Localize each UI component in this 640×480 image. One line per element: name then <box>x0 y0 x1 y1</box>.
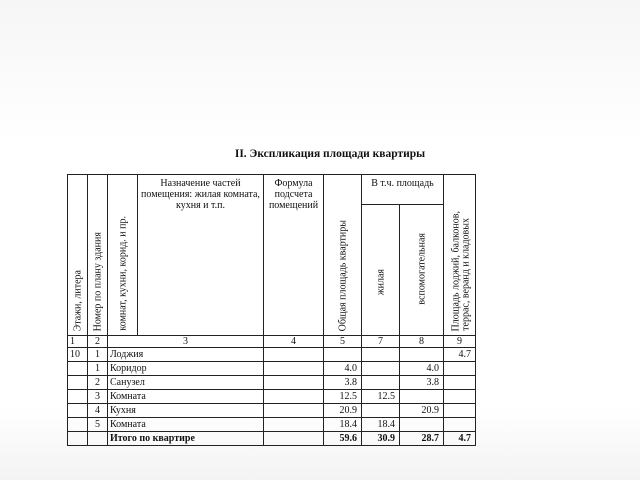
header-incl: В т.ч. площадь <box>362 175 444 205</box>
cell-name: Коридор <box>108 362 264 376</box>
total-row <box>68 432 476 446</box>
cell-total: 3.8 <box>324 376 362 390</box>
cell-no: 1 <box>88 348 108 362</box>
cell-living: 12.5 <box>362 390 400 404</box>
header-living: жилая <box>362 205 400 336</box>
total-label: Итого по квартире <box>108 432 264 446</box>
cell-formula <box>264 418 324 432</box>
cell-name: Комната <box>108 390 264 404</box>
cell-name: Комната <box>108 418 264 432</box>
col-number: 7 <box>362 336 400 348</box>
header-plan-no: Номер по плану здания <box>88 175 108 336</box>
cell-formula <box>264 362 324 376</box>
cell-balcony <box>444 362 476 376</box>
table-row <box>68 376 476 390</box>
total-empty-cell <box>88 432 108 446</box>
cell-floor <box>68 362 88 376</box>
cell-total: 4.0 <box>324 362 362 376</box>
cell-aux <box>400 390 444 404</box>
cell-floor <box>68 376 88 390</box>
col-number: 3 <box>108 336 264 348</box>
header-purpose: Назначение частей помещения: жилая комната, кухня и т.п. <box>138 175 264 336</box>
cell-name: Санузел <box>108 376 264 390</box>
header-floor: Этажи, литера <box>68 175 88 336</box>
cell-balcony <box>444 418 476 432</box>
table-row <box>68 362 476 376</box>
header-total-area: Общая площадь квартиры <box>324 175 362 336</box>
cell-formula <box>264 376 324 390</box>
col-number: 1 <box>68 336 88 348</box>
cell-total <box>324 348 362 362</box>
col-number: 8 <box>400 336 444 348</box>
header-rooms: комнат, кухни, корид. и пр. <box>108 175 138 336</box>
total-empty-cell <box>264 432 324 446</box>
cell-formula <box>264 390 324 404</box>
col-number: 9 <box>444 336 476 348</box>
cell-balcony <box>444 390 476 404</box>
cell-total: 20.9 <box>324 404 362 418</box>
cell-aux: 20.9 <box>400 404 444 418</box>
col-number: 5 <box>324 336 362 348</box>
table-row <box>68 404 476 418</box>
col-number: 4 <box>264 336 324 348</box>
cell-aux: 3.8 <box>400 376 444 390</box>
cell-living <box>362 362 400 376</box>
cell-formula <box>264 348 324 362</box>
cell-floor <box>68 404 88 418</box>
cell-formula <box>264 404 324 418</box>
table-row <box>68 390 476 404</box>
total-living: 30.9 <box>362 432 400 446</box>
cell-aux <box>400 348 444 362</box>
cell-floor <box>68 418 88 432</box>
cell-living <box>362 404 400 418</box>
table-row <box>68 348 476 362</box>
cell-balcony: 4.7 <box>444 348 476 362</box>
total-balcony: 4.7 <box>444 432 476 446</box>
table-row <box>68 418 476 432</box>
cell-no: 1 <box>88 362 108 376</box>
cell-balcony <box>444 404 476 418</box>
document-title: II. Экспликация площади квартиры <box>234 148 426 160</box>
cell-balcony <box>444 376 476 390</box>
cell-name: Лоджия <box>108 348 264 362</box>
total-empty-cell <box>68 432 88 446</box>
cell-living <box>362 348 400 362</box>
header-formula: Формула подсчета помещений <box>264 175 324 336</box>
cell-aux: 4.0 <box>400 362 444 376</box>
header-auxiliary: вспомогательная <box>400 205 444 336</box>
cell-name: Кухня <box>108 404 264 418</box>
cell-floor <box>68 390 88 404</box>
total-area: 59.6 <box>324 432 362 446</box>
total-aux: 28.7 <box>400 432 444 446</box>
cell-total: 18.4 <box>324 418 362 432</box>
header-balcony: Площадь лоджий, балконов, террас, веранд и кладовых <box>444 175 476 336</box>
explication-table <box>67 174 476 446</box>
col-number: 2 <box>88 336 108 348</box>
cell-aux <box>400 418 444 432</box>
cell-floor: 10 <box>68 348 88 362</box>
cell-no: 2 <box>88 376 108 390</box>
cell-no: 4 <box>88 404 108 418</box>
cell-no: 3 <box>88 390 108 404</box>
cell-living <box>362 376 400 390</box>
cell-living: 18.4 <box>362 418 400 432</box>
cell-total: 12.5 <box>324 390 362 404</box>
column-numbers-row <box>68 336 476 348</box>
cell-no: 5 <box>88 418 108 432</box>
